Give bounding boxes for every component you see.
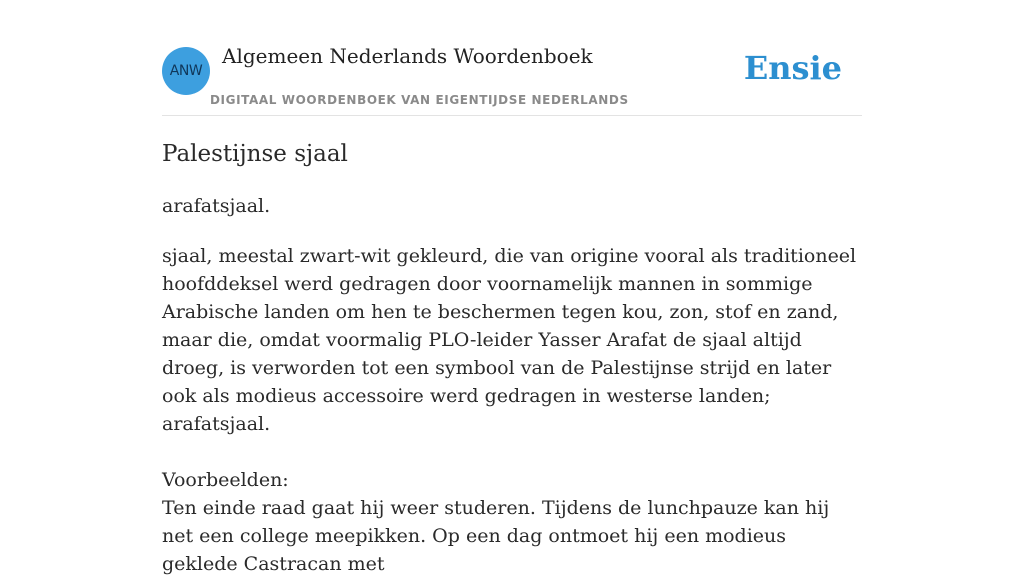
site-title[interactable]: Algemeen Nederlands Woordenboek bbox=[222, 44, 593, 68]
header-divider bbox=[162, 115, 862, 116]
examples-label: Voorbeelden: bbox=[162, 469, 289, 491]
examples-text: Ten einde raad gaat hij weer studeren. Tijdens de lunchpauze kan hij net een college meepikken. Op een dag ontmoet hij een modieus geklede Castracan met bbox=[162, 497, 830, 575]
ensie-brand-logo[interactable]: Ensie bbox=[743, 49, 842, 87]
entry-content bbox=[162, 138, 862, 578]
site-header bbox=[162, 0, 862, 116]
anw-logo[interactable] bbox=[162, 47, 210, 95]
entry-synonym: arafatsjaal. bbox=[162, 195, 271, 217]
entry-title: Palestijnse sjaal bbox=[162, 141, 348, 167]
site-subtitle: DIGITAAL WOORDENBOEK VAN EIGENTIJDSE NEDERLANDS bbox=[210, 93, 629, 107]
entry-definition: sjaal, meestal zwart-wit gekleurd, die van origine vooral als traditioneel hoofddeksel werd gedragen door voornamelijk mannen in sommige Arabische landen om hen te beschermen tegen kou, zon, stof en zand, maar die, omdat voormalig PLO-leider Yasser Arafat de sjaal altijd droeg, is verworden tot een symbool van de Palestijnse strijd en later ook als modieus accessoire werd gedragen in westerse landen; arafatsjaal. bbox=[162, 245, 857, 435]
logo-text: ANW bbox=[169, 63, 203, 79]
